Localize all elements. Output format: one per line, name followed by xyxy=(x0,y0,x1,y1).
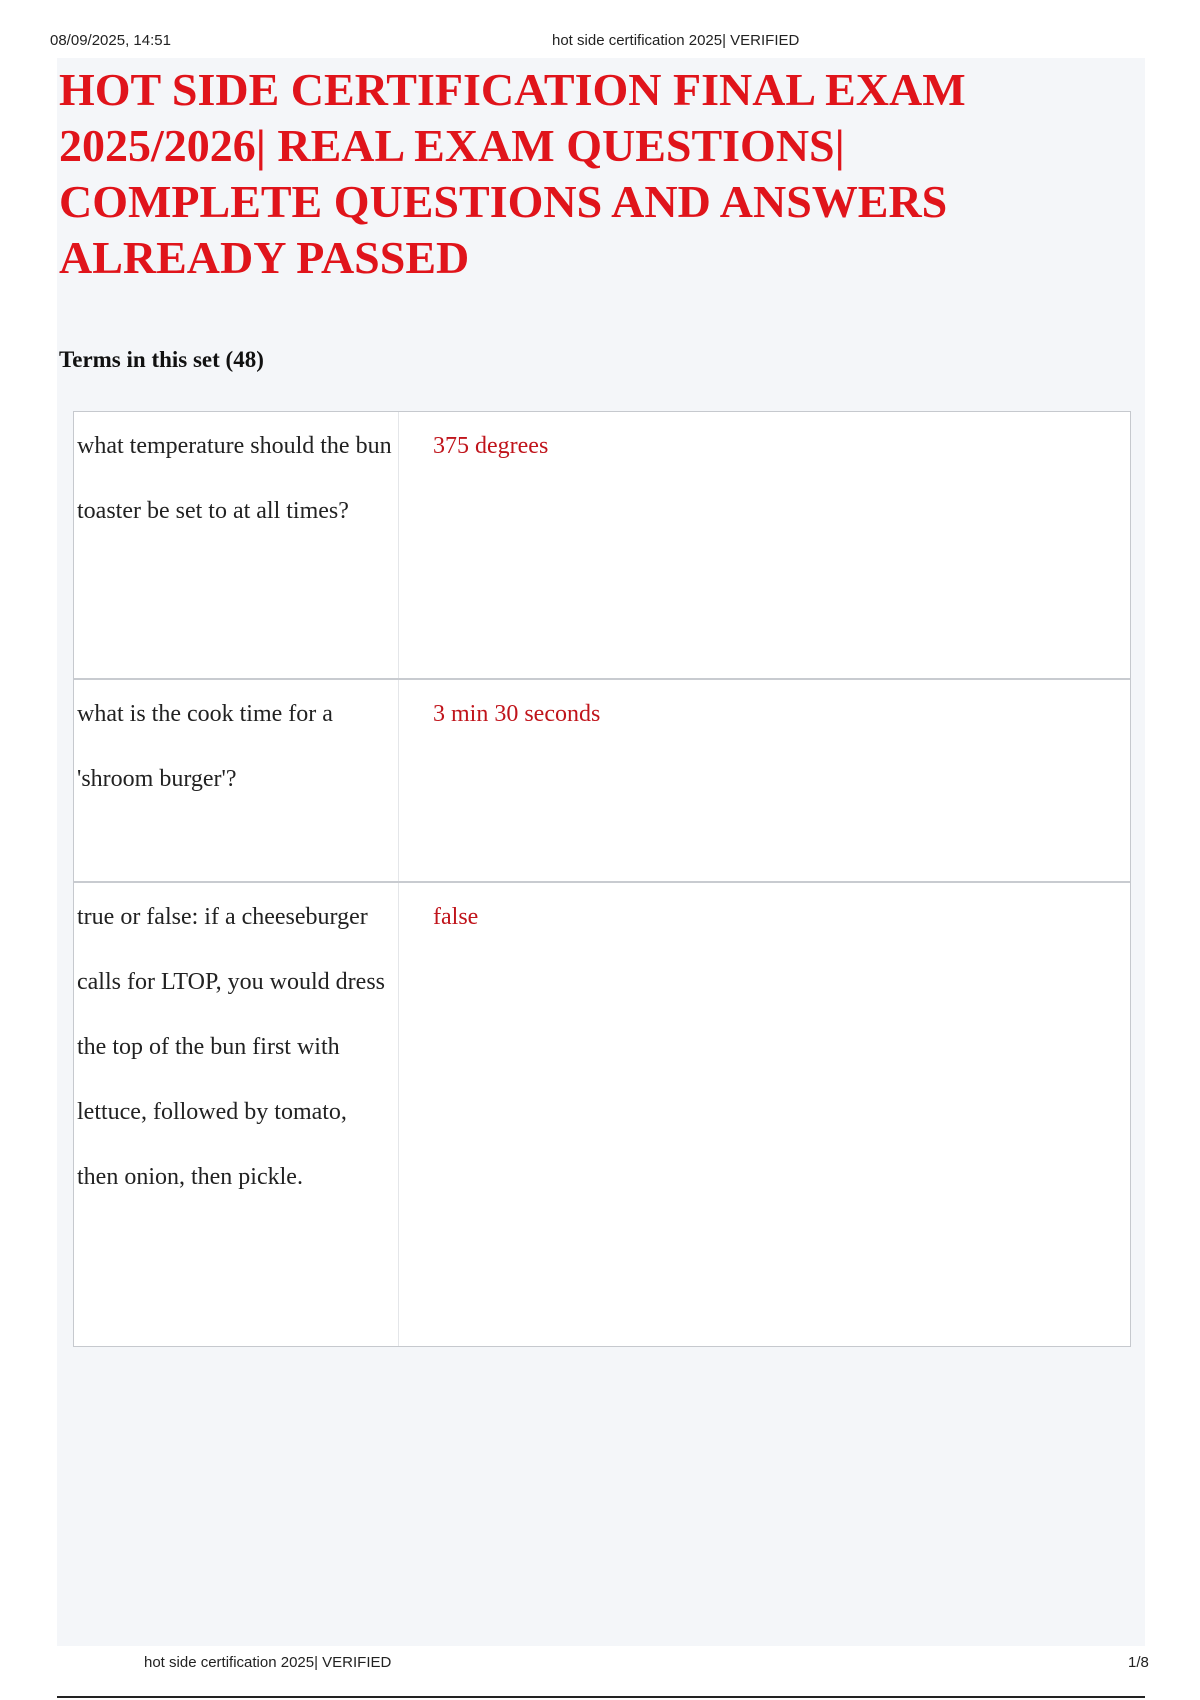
terms-count-heading: Terms in this set (48) xyxy=(59,347,264,372)
print-doc-title: hot side certification 2025| VERIFIED xyxy=(552,32,800,49)
term-row xyxy=(74,881,1130,1346)
term-answer: 375 degrees xyxy=(433,433,549,459)
term-question: true or false: if a cheeseburger calls for LTOP, you would dress the top of the bun first with lettuce, followed by tomato, then onion, then pickle. xyxy=(74,883,399,1346)
term-answer: false xyxy=(433,904,479,930)
term-row xyxy=(74,412,1130,678)
page-title: HOT SIDE CERTIFICATION FINAL EXAM 2025/2026| REAL EXAM QUESTIONS| COMPLETE QUESTIONS AND ANSWERS ALREADY PASSED xyxy=(59,64,966,283)
footer-divider xyxy=(57,1696,1145,1698)
print-header xyxy=(50,32,1150,52)
print-datetime: 08/09/2025, 14:51 xyxy=(50,32,171,49)
term-answer: 3 min 30 seconds xyxy=(433,701,601,727)
term-row xyxy=(74,678,1130,881)
term-question: what is the cook time for a 'shroom burger'? xyxy=(74,680,399,881)
terms-table xyxy=(73,411,1131,1347)
term-question: what temperature should the bun toaster be set to at all times? xyxy=(74,412,399,678)
print-footer-title: hot side certification 2025| VERIFIED xyxy=(144,1654,392,1671)
page-number: 1/8 xyxy=(1128,1654,1149,1671)
